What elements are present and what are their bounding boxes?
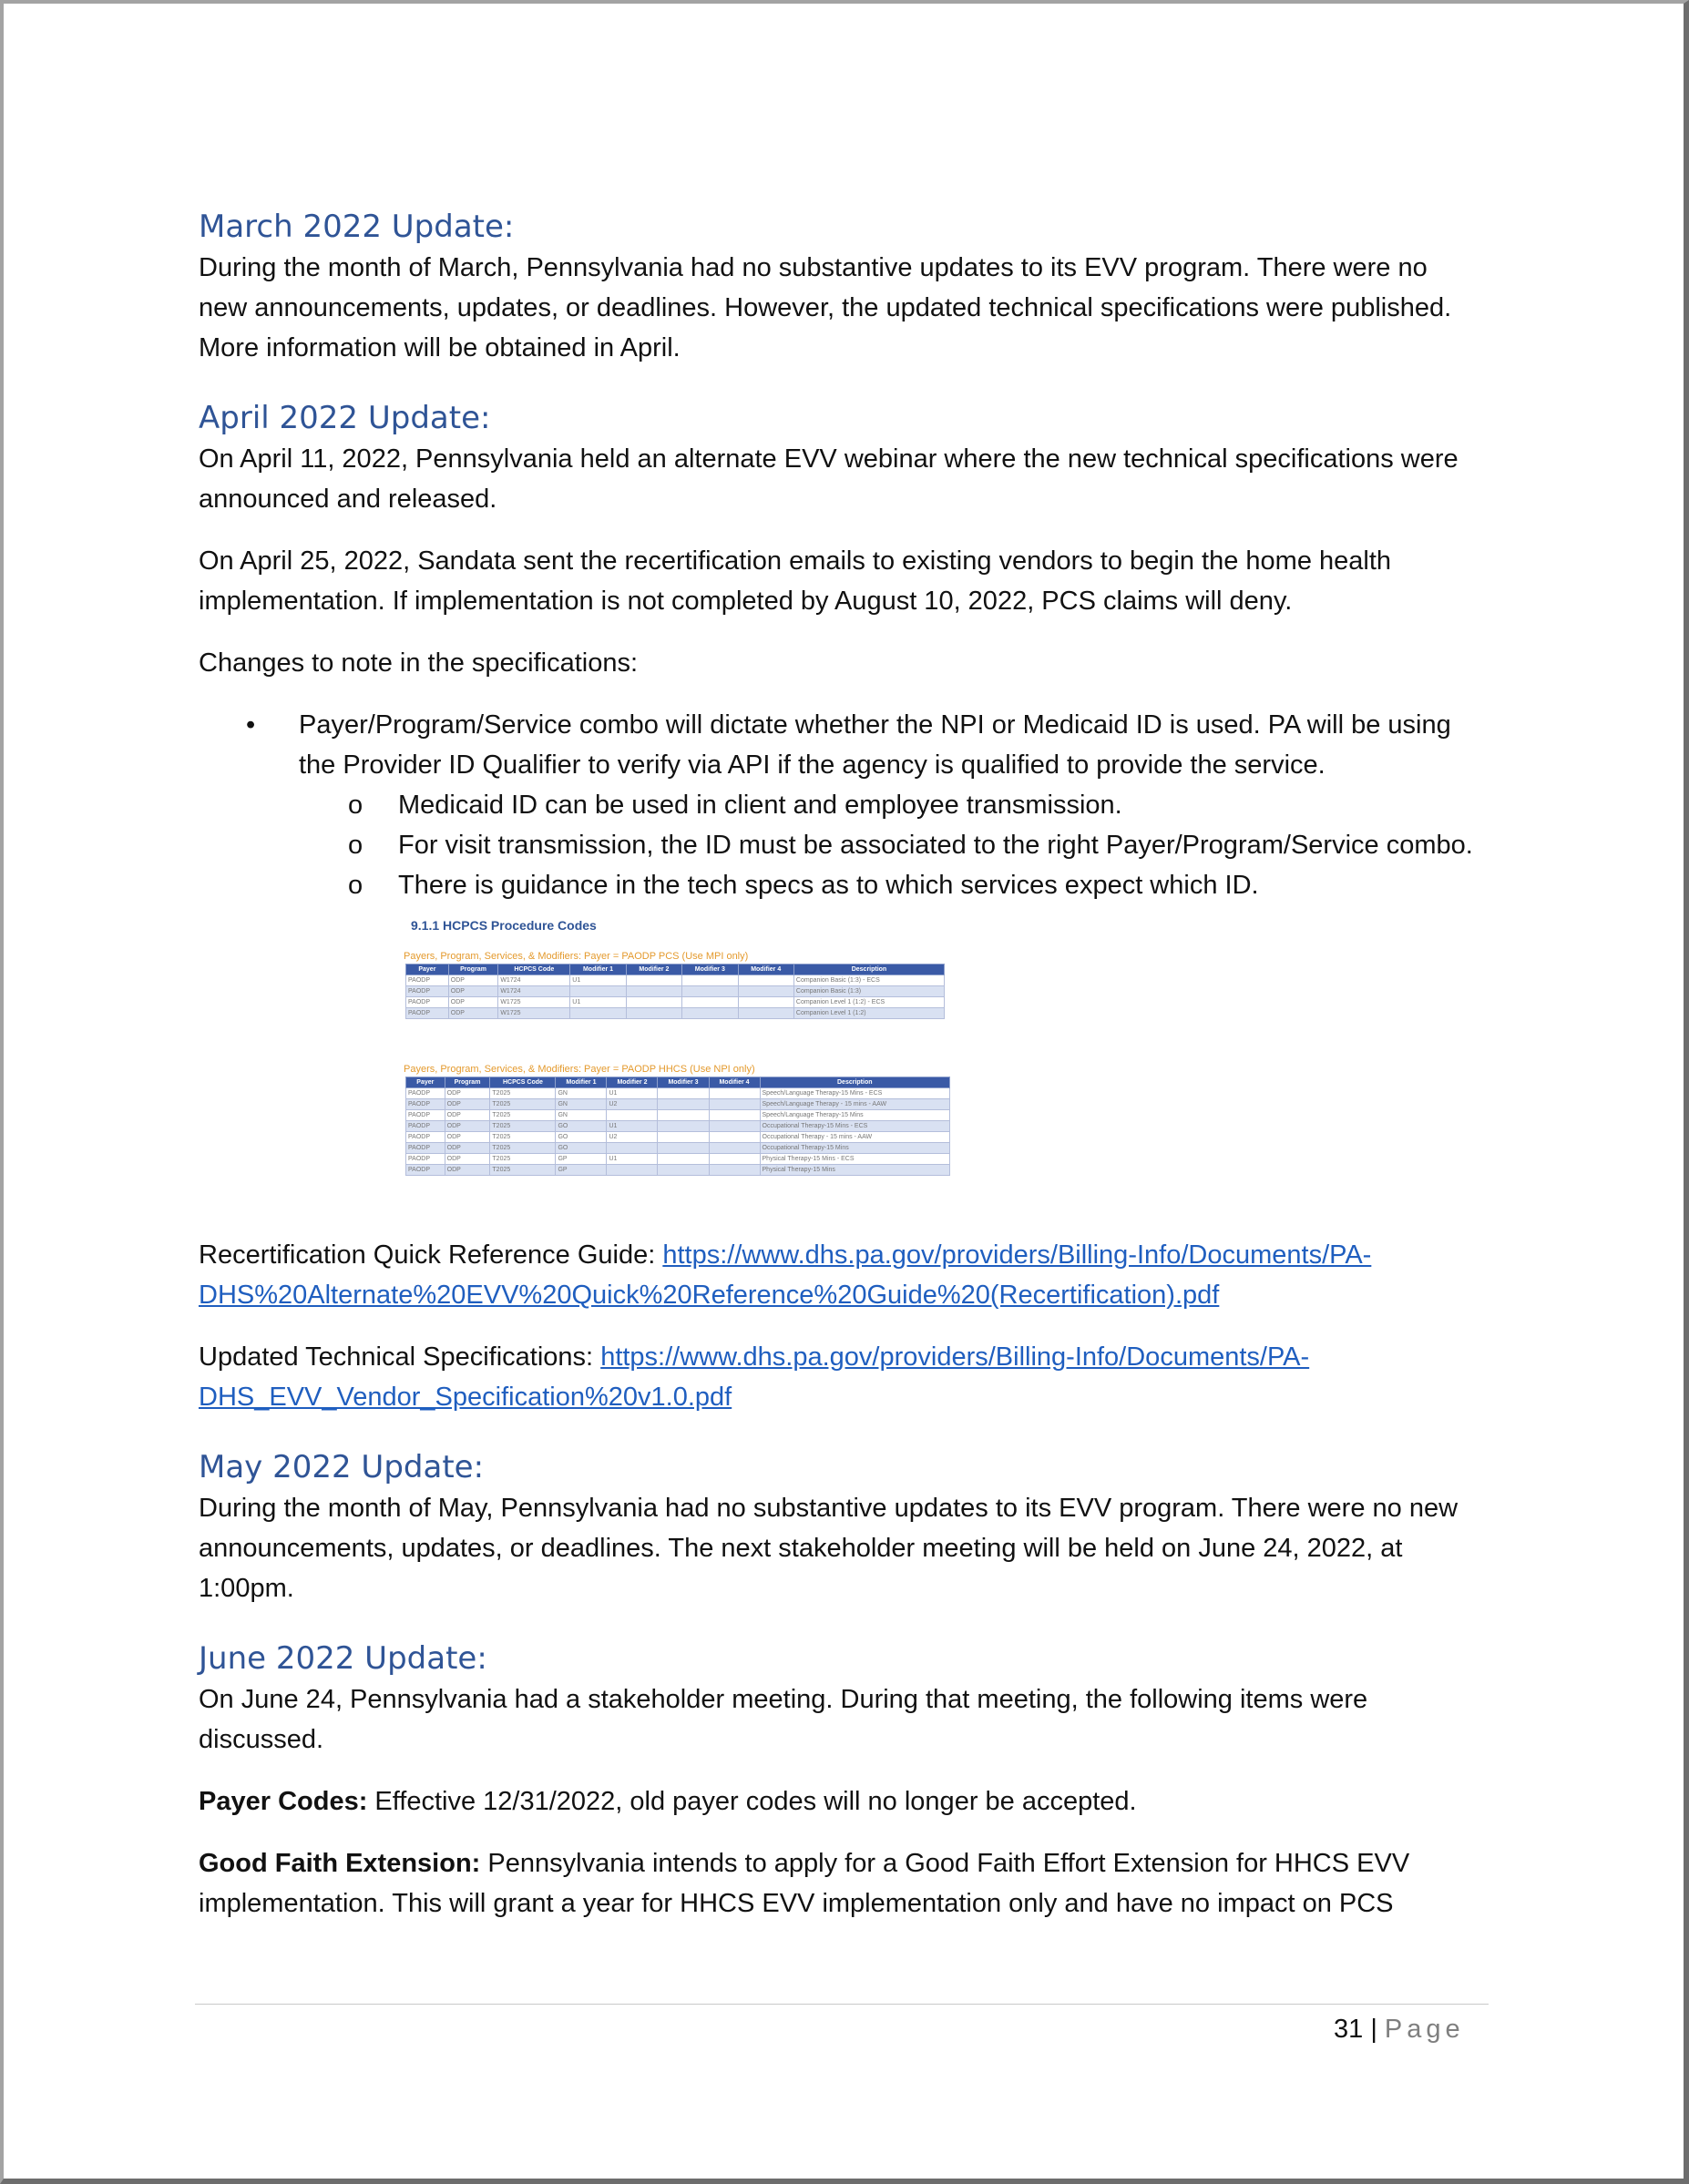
table-cell: PAODP (406, 1110, 445, 1121)
document-body (199, 206, 1474, 1924)
table-cell: ODP (445, 1165, 490, 1176)
table-cell: ODP (448, 986, 498, 997)
page-number (1334, 2009, 1465, 2049)
table-cell (709, 1165, 760, 1176)
table-cell (682, 997, 738, 1008)
guide-label: Recertification Quick Reference Guide: (199, 1240, 663, 1270)
table-cell: PAODP (406, 1099, 445, 1110)
payer-codes-paragraph (199, 1781, 1474, 1822)
table-cell (738, 997, 793, 1008)
table-cell: GP (556, 1165, 607, 1176)
table-cell: T2025 (490, 1154, 556, 1165)
payer-codes-label: Payer Codes: (199, 1787, 368, 1816)
table-cell: U2 (607, 1099, 658, 1110)
bullet-item (199, 705, 1474, 785)
april-paragraph-1: On April 11, 2022, Pennsylvania held an alternate EVV webinar where the new technical specifications were announced and released. (199, 444, 1459, 514)
table-header-cell: HCPCS Code (498, 964, 570, 975)
specs-line (199, 1337, 1474, 1417)
bullet-dot: • (246, 710, 256, 740)
table-cell: ODP (445, 1154, 490, 1165)
table-row (406, 1110, 950, 1121)
table-cell (626, 1008, 681, 1019)
table-cell: GN (556, 1088, 607, 1099)
table-cell (709, 1110, 760, 1121)
specs-label: Updated Technical Specifications: (199, 1342, 601, 1372)
table-cell: GO (556, 1132, 607, 1143)
table-cell (658, 1088, 709, 1099)
hcpcs-figure (404, 916, 987, 1208)
table-row (406, 1132, 950, 1143)
table-header-cell: Modifier 3 (682, 964, 738, 975)
table-cell: PAODP (406, 1165, 445, 1176)
table-cell: Companion Basic (1:3) (793, 986, 944, 997)
table-cell: U2 (607, 1132, 658, 1143)
sub-bullet-text: Medicaid ID can be used in client and employee transmission. (398, 791, 1122, 820)
good-faith-label: Good Faith Extension: (199, 1849, 481, 1878)
table-cell (658, 1110, 709, 1121)
table-row (406, 997, 945, 1008)
table-cell (738, 975, 793, 986)
table-cell: T2025 (490, 1121, 556, 1132)
table-cell (658, 1154, 709, 1165)
table-cell: PAODP (406, 1088, 445, 1099)
table-cell: W1725 (498, 997, 570, 1008)
table-cell: GO (556, 1121, 607, 1132)
table-header-cell: Description (760, 1077, 949, 1088)
table-cell: Occupational Therapy - 15 mins - AAW (760, 1132, 949, 1143)
table-cell (570, 986, 626, 997)
table-cell: ODP (445, 1121, 490, 1132)
table-cell: PAODP (406, 997, 449, 1008)
table-cell: T2025 (490, 1143, 556, 1154)
table-cell (709, 1154, 760, 1165)
bullet-text: Payer/Program/Service combo will dictate whether the NPI or Medicaid ID is used. PA will be using the Provider ID Qualifier to verify via API if the agency is qualified to provide the service. (299, 710, 1451, 780)
table-row (406, 975, 945, 986)
footer-divider (195, 2004, 1489, 2005)
page-number-value: 31 (1334, 2015, 1364, 2044)
table2-caption: Payers, Program, Services, & Modifiers: Payer = PAODP HHCS (Use NPI only) (404, 1064, 755, 1075)
table-cell (607, 1143, 658, 1154)
table-cell: PAODP (406, 1132, 445, 1143)
hhcs-table (405, 1077, 950, 1176)
good-faith-text: Pennsylvania intends to apply for a Good Faith Effort Extension for HHCS EVV implementation. This will grant a year for HHCS EVV implementation only and have no impact on PCS (199, 1849, 1410, 1918)
table-row (406, 986, 945, 997)
sub-bullet-3: o There is guidance in the tech specs as to which services expect which ID. (348, 871, 1259, 900)
table-cell: PAODP (406, 975, 449, 986)
table-cell: ODP (445, 1132, 490, 1143)
sub-bullet-text: There is guidance in the tech specs as to which services expect which ID. (398, 871, 1259, 900)
table-cell (626, 986, 681, 997)
sub-bullet-text: For visit transmission, the ID must be associated to the right Payer/Program/Service combo. (398, 831, 1473, 860)
table-cell: ODP (445, 1088, 490, 1099)
table-cell: Speech/Language Therapy-15 Mins - ECS (760, 1088, 949, 1099)
table-cell: Physical Therapy-15 Mins - ECS (760, 1154, 949, 1165)
table-cell (658, 1132, 709, 1143)
may-heading: May 2022 Update: (199, 1449, 485, 1485)
table-cell: ODP (445, 1099, 490, 1110)
table-cell: ODP (448, 1008, 498, 1019)
payer-codes-text: Effective 12/31/2022, old payer codes will no longer be accepted. (367, 1787, 1137, 1816)
table-cell: PAODP (406, 1143, 445, 1154)
good-faith-paragraph (199, 1843, 1474, 1924)
table-cell: Occupational Therapy-15 Mins (760, 1143, 949, 1154)
page-separator: | (1363, 2015, 1385, 2044)
april-paragraph-3: Changes to note in the specifications: (199, 648, 639, 678)
guide-line (199, 1235, 1474, 1315)
guide-link[interactable]: https://www.dhs.pa.gov/providers/Billing-Info/Documents/PA-DHS%20Alternate%20EVV%20Quick%20Reference%20Guide%20(Recertification).pdf (199, 1240, 1372, 1310)
table-cell (658, 1165, 709, 1176)
table-cell: T2025 (490, 1165, 556, 1176)
table-cell (709, 1143, 760, 1154)
table-cell: PAODP (406, 1154, 445, 1165)
table-cell: GO (556, 1143, 607, 1154)
table-cell (738, 1008, 793, 1019)
table-cell (709, 1088, 760, 1099)
table-cell: U1 (570, 997, 626, 1008)
table-header-cell: Payer (406, 964, 449, 975)
table-header-cell: Modifier 1 (556, 1077, 607, 1088)
specs-link[interactable]: https://www.dhs.pa.gov/providers/Billing-Info/Documents/PA-DHS_EVV_Vendor_Specification%20v1.0.pdf (199, 1342, 1310, 1412)
table-row (406, 1088, 950, 1099)
sub-bullet-1: o Medicaid ID can be used in client and employee transmission. (348, 791, 1122, 820)
pcs-table (405, 964, 945, 1019)
table-cell (709, 1099, 760, 1110)
table-cell (682, 986, 738, 997)
june-heading: June 2022 Update: (199, 1640, 487, 1677)
may-body: During the month of May, Pennsylvania had no substantive updates to its EVV program. There were no new announcements, updates, or deadlines. The next stakeholder meeting will be held on June 24, 2022, at 1:00pm. (199, 1494, 1459, 1603)
sub-bullet-2: o For visit transmission, the ID must be associated to the right Payer/Program/Service combo. (348, 831, 1473, 860)
table-cell (607, 1165, 658, 1176)
table-cell: ODP (448, 975, 498, 986)
table-cell (682, 1008, 738, 1019)
table-cell: ODP (445, 1110, 490, 1121)
table-cell: ODP (448, 997, 498, 1008)
table-cell: W1724 (498, 986, 570, 997)
table-cell: Companion Basic (1:3) - ECS (793, 975, 944, 986)
table-row (406, 1008, 945, 1019)
april-paragraph-2: On April 25, 2022, Sandata sent the recertification emails to existing vendors to begin the home health implementation. If implementation is not completed by August 10, 2022, PCS claims will deny. (199, 546, 1392, 616)
table-cell (709, 1121, 760, 1132)
table-row (406, 1143, 950, 1154)
table-cell: Companion Level 1 (1:2) (793, 1008, 944, 1019)
table-cell: W1724 (498, 975, 570, 986)
table-cell: Occupational Therapy-15 Mins - ECS (760, 1121, 949, 1132)
table-cell: PAODP (406, 1008, 449, 1019)
table-cell: T2025 (490, 1099, 556, 1110)
table-cell: U1 (607, 1088, 658, 1099)
table-cell: Speech/Language Therapy-15 Mins (760, 1110, 949, 1121)
table-cell (570, 1008, 626, 1019)
table-header-cell: Modifier 4 (709, 1077, 760, 1088)
table-header-cell: Description (793, 964, 944, 975)
table-cell: ODP (445, 1143, 490, 1154)
table-cell (626, 975, 681, 986)
table-header-cell: Program (448, 964, 498, 975)
table-cell: U1 (607, 1154, 658, 1165)
table-cell (682, 975, 738, 986)
table-cell (709, 1132, 760, 1143)
table-cell (658, 1099, 709, 1110)
table-cell: Speech/Language Therapy - 15 mins - AAW (760, 1099, 949, 1110)
table-cell (738, 986, 793, 997)
table-cell: T2025 (490, 1132, 556, 1143)
june-body: On June 24, Pennsylvania had a stakeholder meeting. During that meeting, the following items were discussed. (199, 1685, 1368, 1754)
table-header-cell: Modifier 1 (570, 964, 626, 975)
table-cell (626, 997, 681, 1008)
table-cell: T2025 (490, 1110, 556, 1121)
march-heading: March 2022 Update: (199, 209, 515, 245)
table-header-cell: Modifier 2 (607, 1077, 658, 1088)
table-header-cell: Modifier 3 (658, 1077, 709, 1088)
table-header-cell: Payer (406, 1077, 445, 1088)
table-cell (658, 1143, 709, 1154)
table-cell: GN (556, 1099, 607, 1110)
table-cell: PAODP (406, 986, 449, 997)
table-cell: PAODP (406, 1121, 445, 1132)
table-cell (607, 1110, 658, 1121)
table-header-cell: Program (445, 1077, 490, 1088)
table-row (406, 1121, 950, 1132)
table-header-cell: Modifier 4 (738, 964, 793, 975)
table-cell: T2025 (490, 1088, 556, 1099)
table-header-cell: Modifier 2 (626, 964, 681, 975)
march-body: During the month of March, Pennsylvania had no substantive updates to its EVV program. There were no new announcements, updates, or deadlines. However, the updated technical specifications were published. More information will be obtained in April. (199, 253, 1452, 362)
april-heading: April 2022 Update: (199, 400, 491, 436)
table-cell: U1 (570, 975, 626, 986)
table-cell: W1725 (498, 1008, 570, 1019)
table-cell: GN (556, 1110, 607, 1121)
table-row (406, 1099, 950, 1110)
table-cell: U1 (607, 1121, 658, 1132)
table-cell: Companion Level 1 (1:2) - ECS (793, 997, 944, 1008)
table-cell: GP (556, 1154, 607, 1165)
table1-caption: Payers, Program, Services, & Modifiers: Payer = PAODP PCS (Use MPI only) (404, 951, 749, 962)
table-cell (658, 1121, 709, 1132)
table-cell: Physical Therapy-15 Mins (760, 1165, 949, 1176)
table-row (406, 1165, 950, 1176)
figure-title: 9.1.1 HCPCS Procedure Codes (411, 918, 597, 933)
page-word: Page (1384, 2015, 1465, 2044)
table-header-cell: HCPCS Code (490, 1077, 556, 1088)
table-row (406, 1154, 950, 1165)
